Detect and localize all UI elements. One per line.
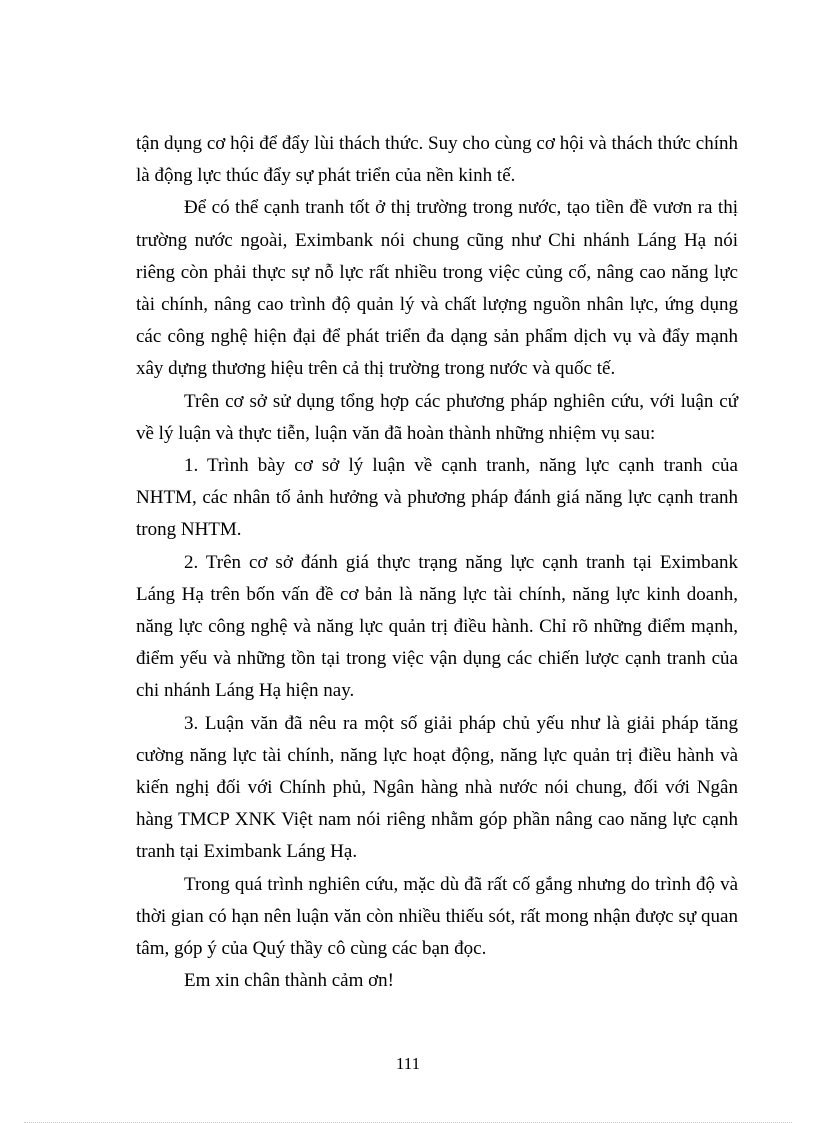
paragraph-task-3: 3. Luận văn đã nêu ra một số giải pháp chủ yếu như là giải pháp tăng cường năng lực tài chính, năng lực hoạt động, năng lực quản trị điều hành và kiến nghị đối với Chính phủ, Ngân hàng nhà nước nói chung, đối với Ngân hàng TMCP XNK Việt nam nói riêng nhằm góp phần nâng cao năng lực cạnh tranh tại Eximbank Láng Hạ. (136, 712, 738, 863)
paragraph-competition: Để có thể cạnh tranh tốt ở thị trường trong nước, tạo tiền đề vươn ra thị trường nước ngoài, Eximbank nói chung cũng như Chi nhánh Láng Hạ nói riêng còn phải thực sự nỗ lực rất nhiều trong việc củng cố, nâng cao năng lực tài chính, nâng cao trình độ quản lý và chất lượng nguồn nhân lực, ứng dụng các công nghệ hiện đại để phát triển đa dạng sản phẩm dịch vụ và đẩy mạnh xây dựng thương hiệu trên cả thị trường trong nước và quốc tế. (136, 197, 738, 380)
paragraph-task-2: 2. Trên cơ sở đánh giá thực trạng năng lực cạnh tranh tại Eximbank Láng Hạ trên bốn vấn đề cơ bản là năng lực tài chính, năng lực kinh doanh, năng lực công nghệ và năng lực quản trị điều hành. Chỉ rõ những điểm mạnh, điểm yếu và những tồn tại trong việc vận dụng các chiến lược cạnh tranh của chi nhánh Láng Hạ hiện nay. (136, 551, 738, 702)
paragraph-task-1: 1. Trình bày cơ sở lý luận về cạnh tranh, năng lực cạnh tranh của NHTM, các nhân tố ảnh hưởng và phương pháp đánh giá năng lực cạnh tranh trong NHTM. (136, 455, 738, 541)
paragraph-thanks: Em xin chân thành cảm ơn! (184, 970, 395, 992)
body-text (136, 128, 738, 997)
page-number: 111 (395, 1054, 421, 1073)
paragraph-continuation: tận dụng cơ hội để đẩy lùi thách thức. Suy cho cùng cơ hội và thách thức chính là động lực thúc đẩy sự phát triển của nền kinh tế. (136, 133, 738, 187)
paragraph-limitations: Trong quá trình nghiên cứu, mặc dù đã rất cố gắng nhưng do trình độ và thời gian có hạn nên luận văn còn nhiều thiếu sót, rất mong nhận được sự quan tâm, góp ý của Quý thầy cô cùng các bạn đọc. (136, 873, 738, 960)
paragraph-tasks-intro: Trên cơ sở sử dụng tổng hợp các phương pháp nghiên cứu, với luận cứ về lý luận và thực tiễn, luận văn đã hoàn thành những nhiệm vụ sau: (136, 390, 738, 444)
